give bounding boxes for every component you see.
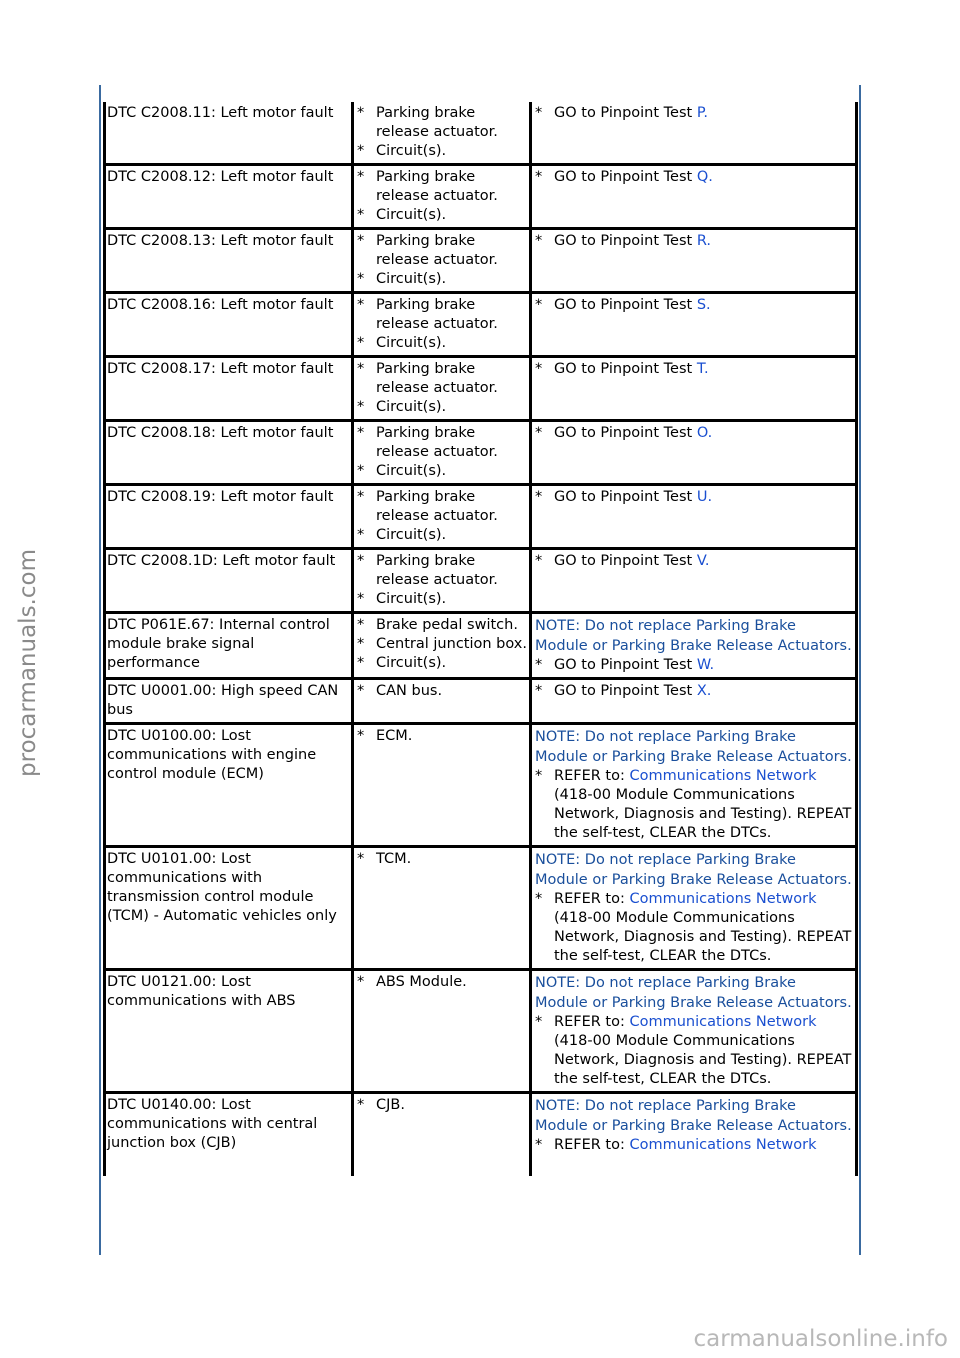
pinpoint-test-link[interactable]: Communications Network bbox=[629, 1014, 817, 1030]
action-item bbox=[535, 890, 853, 966]
table-row bbox=[105, 549, 857, 613]
action-item bbox=[535, 552, 853, 571]
pinpoint-test-link[interactable]: T. bbox=[696, 361, 709, 377]
possible-causes-cell bbox=[353, 102, 531, 165]
action-cell bbox=[531, 293, 857, 357]
bullet-star: * bbox=[357, 728, 365, 744]
dtc-code-cell: DTC C2008.12: Left motor fault bbox=[105, 165, 353, 229]
pinpoint-test-link[interactable]: Q. bbox=[696, 169, 713, 185]
dtc-code-cell: DTC P061E.67: Internal control module brake signal performance bbox=[105, 613, 353, 679]
bullet-star: * bbox=[535, 553, 543, 569]
bullet-star: * bbox=[357, 636, 365, 652]
action-item bbox=[535, 1013, 853, 1089]
action-prefix: GO to Pinpoint Test bbox=[554, 489, 697, 505]
pinpoint-test-link[interactable]: U. bbox=[696, 489, 713, 505]
cause-item bbox=[357, 616, 527, 635]
cause-item bbox=[357, 973, 527, 992]
cause-text: Brake pedal switch. bbox=[376, 617, 518, 633]
bullet-star: * bbox=[357, 655, 365, 671]
dtc-code-cell: DTC U0001.00: High speed CAN bus bbox=[105, 679, 353, 724]
action-cell bbox=[531, 549, 857, 613]
cause-item bbox=[357, 552, 527, 590]
cause-text: Circuit(s). bbox=[376, 207, 447, 223]
pinpoint-test-link[interactable]: S. bbox=[696, 297, 711, 313]
possible-causes-cell bbox=[353, 485, 531, 549]
action-prefix: GO to Pinpoint Test bbox=[554, 361, 697, 377]
table-row bbox=[105, 357, 857, 421]
note-text: NOTE: Do not replace Parking Brake Module or Parking Brake Release Actuators. bbox=[535, 852, 852, 888]
action-cell bbox=[531, 1093, 857, 1177]
possible-causes-cell bbox=[353, 549, 531, 613]
possible-causes-cell bbox=[353, 613, 531, 679]
cause-text: Circuit(s). bbox=[376, 591, 447, 607]
action-prefix: GO to Pinpoint Test bbox=[554, 425, 697, 441]
bullet-star: * bbox=[357, 361, 365, 377]
bullet-star: * bbox=[357, 591, 365, 607]
table-row bbox=[105, 485, 857, 549]
possible-causes-cell bbox=[353, 421, 531, 485]
dtc-code-cell: DTC U0100.00: Lost communications with engine control module (ECM) bbox=[105, 724, 353, 847]
bullet-star: * bbox=[357, 553, 365, 569]
possible-causes-cell bbox=[353, 679, 531, 724]
action-item bbox=[535, 360, 853, 379]
possible-causes-cell bbox=[353, 847, 531, 970]
cause-item bbox=[357, 232, 527, 270]
bullet-star: * bbox=[357, 143, 365, 159]
cause-text: TCM. bbox=[376, 851, 412, 867]
cause-text: Parking brake release actuator. bbox=[376, 361, 498, 396]
bullet-star: * bbox=[357, 851, 365, 867]
cause-item bbox=[357, 206, 527, 225]
action-item bbox=[535, 424, 853, 443]
dtc-table bbox=[103, 102, 858, 1176]
note-text: NOTE: Do not replace Parking Brake Module or Parking Brake Release Actuators. bbox=[535, 729, 852, 765]
cause-item bbox=[357, 488, 527, 526]
action-item bbox=[535, 488, 853, 507]
action-cell bbox=[531, 165, 857, 229]
action-prefix: GO to Pinpoint Test bbox=[554, 169, 697, 185]
bullet-star: * bbox=[357, 1097, 365, 1113]
bullet-star: * bbox=[535, 297, 543, 313]
cause-text: CJB. bbox=[376, 1097, 405, 1113]
action-cell bbox=[531, 485, 857, 549]
action-prefix: GO to Pinpoint Test bbox=[554, 297, 697, 313]
bullet-star: * bbox=[535, 657, 543, 673]
action-prefix: GO to Pinpoint Test bbox=[554, 105, 697, 121]
bullet-star: * bbox=[357, 297, 365, 313]
cause-text: Parking brake release actuator. bbox=[376, 169, 498, 204]
side-watermark: procarmanuals.com bbox=[15, 549, 41, 777]
bullet-star: * bbox=[357, 683, 365, 699]
table-row bbox=[105, 421, 857, 485]
cause-item bbox=[357, 462, 527, 481]
bullet-star: * bbox=[535, 683, 543, 699]
action-cell bbox=[531, 229, 857, 293]
bullet-star: * bbox=[535, 1137, 543, 1153]
cause-text: Circuit(s). bbox=[376, 527, 447, 543]
action-item bbox=[535, 104, 853, 123]
dtc-code-cell: DTC U0101.00: Lost communications with transmission control module (TCM) - Automatic vehicles only bbox=[105, 847, 353, 970]
cause-item bbox=[357, 360, 527, 398]
cause-item bbox=[357, 142, 527, 161]
action-item bbox=[535, 168, 853, 187]
table-row bbox=[105, 293, 857, 357]
cause-text: Parking brake release actuator. bbox=[376, 105, 498, 140]
dtc-code-cell: DTC C2008.17: Left motor fault bbox=[105, 357, 353, 421]
note-text: NOTE: Do not replace Parking Brake Module or Parking Brake Release Actuators. bbox=[535, 1098, 852, 1134]
cause-text: Parking brake release actuator. bbox=[376, 233, 498, 268]
bullet-star: * bbox=[535, 891, 543, 907]
page-frame-left bbox=[99, 85, 101, 1255]
action-prefix: GO to Pinpoint Test bbox=[554, 657, 697, 673]
cause-text: Parking brake release actuator. bbox=[376, 425, 498, 460]
cause-text: ECM. bbox=[376, 728, 413, 744]
possible-causes-cell bbox=[353, 165, 531, 229]
possible-causes-cell bbox=[353, 229, 531, 293]
table-row bbox=[105, 679, 857, 724]
action-cell bbox=[531, 102, 857, 165]
pinpoint-test-link[interactable]: V. bbox=[696, 553, 710, 569]
cause-text: Circuit(s). bbox=[376, 463, 447, 479]
dtc-code-cell: DTC U0121.00: Lost communications with ABS bbox=[105, 970, 353, 1093]
cause-text: ABS Module. bbox=[376, 974, 467, 990]
bullet-star: * bbox=[357, 207, 365, 223]
action-suffix: (418-00 Module Communications Network, Diagnosis and Testing). REPEAT the self-test, CLEAR the DTCs. bbox=[554, 1033, 852, 1087]
table-row bbox=[105, 102, 857, 165]
bullet-star: * bbox=[357, 233, 365, 249]
dtc-code-cell: DTC C2008.19: Left motor fault bbox=[105, 485, 353, 549]
cause-text: Parking brake release actuator. bbox=[376, 489, 498, 524]
action-suffix: (418-00 Module Communications Network, Diagnosis and Testing). REPEAT the self-test, CLEAR the DTCs. bbox=[554, 787, 852, 841]
action-item bbox=[535, 682, 853, 701]
bullet-star: * bbox=[535, 361, 543, 377]
action-prefix: REFER to: bbox=[554, 1014, 630, 1030]
bullet-star: * bbox=[535, 169, 543, 185]
dtc-code-cell: DTC C2008.11: Left motor fault bbox=[105, 102, 353, 165]
cause-item bbox=[357, 635, 527, 654]
pinpoint-test-link[interactable]: O. bbox=[696, 425, 713, 441]
action-cell bbox=[531, 724, 857, 847]
cause-item bbox=[357, 296, 527, 334]
cause-item bbox=[357, 424, 527, 462]
bullet-star: * bbox=[535, 233, 543, 249]
cause-text: Circuit(s). bbox=[376, 335, 447, 351]
cause-item bbox=[357, 334, 527, 353]
note-text: NOTE: Do not replace Parking Brake Module or Parking Brake Release Actuators. bbox=[535, 618, 852, 654]
table-row bbox=[105, 165, 857, 229]
bullet-star: * bbox=[535, 105, 543, 121]
dtc-code-cell: DTC C2008.1D: Left motor fault bbox=[105, 549, 353, 613]
cause-item bbox=[357, 654, 527, 673]
action-item bbox=[535, 1136, 853, 1155]
bottom-watermark: carmanualsonline.info bbox=[693, 1326, 948, 1352]
cause-text: Circuit(s). bbox=[376, 655, 447, 671]
cause-text: Circuit(s). bbox=[376, 143, 447, 159]
cause-item bbox=[357, 398, 527, 417]
cause-text: Circuit(s). bbox=[376, 399, 447, 415]
pinpoint-test-link[interactable]: R. bbox=[696, 233, 711, 249]
possible-causes-cell bbox=[353, 724, 531, 847]
page-frame-right bbox=[859, 85, 861, 1255]
dtc-code-cell: DTC C2008.18: Left motor fault bbox=[105, 421, 353, 485]
cause-text: Parking brake release actuator. bbox=[376, 297, 498, 332]
action-suffix: (418-00 Module Communications Network, Diagnosis and Testing). REPEAT the self-test, CLEAR the DTCs. bbox=[554, 910, 852, 964]
pinpoint-test-link[interactable]: Communications Network bbox=[629, 1137, 817, 1153]
bullet-star: * bbox=[357, 105, 365, 121]
pinpoint-test-link[interactable]: W. bbox=[696, 657, 715, 673]
bullet-star: * bbox=[357, 399, 365, 415]
pinpoint-test-link[interactable]: Communications Network bbox=[629, 768, 817, 784]
table-row bbox=[105, 1093, 857, 1177]
bullet-star: * bbox=[357, 489, 365, 505]
bullet-star: * bbox=[357, 271, 365, 287]
cause-item bbox=[357, 682, 527, 701]
action-item bbox=[535, 656, 853, 675]
possible-causes-cell bbox=[353, 970, 531, 1093]
dtc-code-cell: DTC U0140.00: Lost communications with central junction box (CJB) bbox=[105, 1093, 353, 1177]
cause-item bbox=[357, 590, 527, 609]
action-cell bbox=[531, 357, 857, 421]
bullet-star: * bbox=[535, 768, 543, 784]
bullet-star: * bbox=[357, 463, 365, 479]
bullet-star: * bbox=[535, 489, 543, 505]
cause-item bbox=[357, 104, 527, 142]
action-prefix: REFER to: bbox=[554, 1137, 630, 1153]
possible-causes-cell bbox=[353, 1093, 531, 1177]
possible-causes-cell bbox=[353, 293, 531, 357]
action-prefix: GO to Pinpoint Test bbox=[554, 553, 697, 569]
cause-item bbox=[357, 526, 527, 545]
action-prefix: GO to Pinpoint Test bbox=[554, 683, 697, 699]
cause-item bbox=[357, 168, 527, 206]
dtc-code-cell: DTC C2008.16: Left motor fault bbox=[105, 293, 353, 357]
table-row bbox=[105, 970, 857, 1093]
pinpoint-test-link[interactable]: P. bbox=[696, 105, 708, 121]
pinpoint-test-link[interactable]: X. bbox=[696, 683, 712, 699]
action-item bbox=[535, 767, 853, 843]
table-row bbox=[105, 847, 857, 970]
pinpoint-test-link[interactable]: Communications Network bbox=[629, 891, 817, 907]
cause-text: CAN bus. bbox=[376, 683, 443, 699]
dtc-code-cell: DTC C2008.13: Left motor fault bbox=[105, 229, 353, 293]
action-prefix: REFER to: bbox=[554, 891, 630, 907]
bullet-star: * bbox=[535, 1014, 543, 1030]
action-prefix: GO to Pinpoint Test bbox=[554, 233, 697, 249]
cause-text: Circuit(s). bbox=[376, 271, 447, 287]
action-item bbox=[535, 296, 853, 315]
cause-text: Parking brake release actuator. bbox=[376, 553, 498, 588]
bullet-star: * bbox=[535, 425, 543, 441]
action-prefix: REFER to: bbox=[554, 768, 630, 784]
bullet-star: * bbox=[357, 527, 365, 543]
table-row bbox=[105, 724, 857, 847]
action-cell bbox=[531, 679, 857, 724]
cause-item bbox=[357, 270, 527, 289]
table-row bbox=[105, 613, 857, 679]
cause-text: Central junction box. bbox=[376, 636, 527, 652]
table-row bbox=[105, 229, 857, 293]
action-item bbox=[535, 232, 853, 251]
cause-item bbox=[357, 727, 527, 746]
cause-item bbox=[357, 850, 527, 869]
note-text: NOTE: Do not replace Parking Brake Module or Parking Brake Release Actuators. bbox=[535, 975, 852, 1011]
action-cell bbox=[531, 847, 857, 970]
bullet-star: * bbox=[357, 425, 365, 441]
possible-causes-cell bbox=[353, 357, 531, 421]
bullet-star: * bbox=[357, 335, 365, 351]
action-cell bbox=[531, 613, 857, 679]
action-cell bbox=[531, 970, 857, 1093]
bullet-star: * bbox=[357, 617, 365, 633]
bullet-star: * bbox=[357, 974, 365, 990]
cause-item bbox=[357, 1096, 527, 1115]
action-cell bbox=[531, 421, 857, 485]
bullet-star: * bbox=[357, 169, 365, 185]
dtc-table-body bbox=[105, 102, 857, 1176]
